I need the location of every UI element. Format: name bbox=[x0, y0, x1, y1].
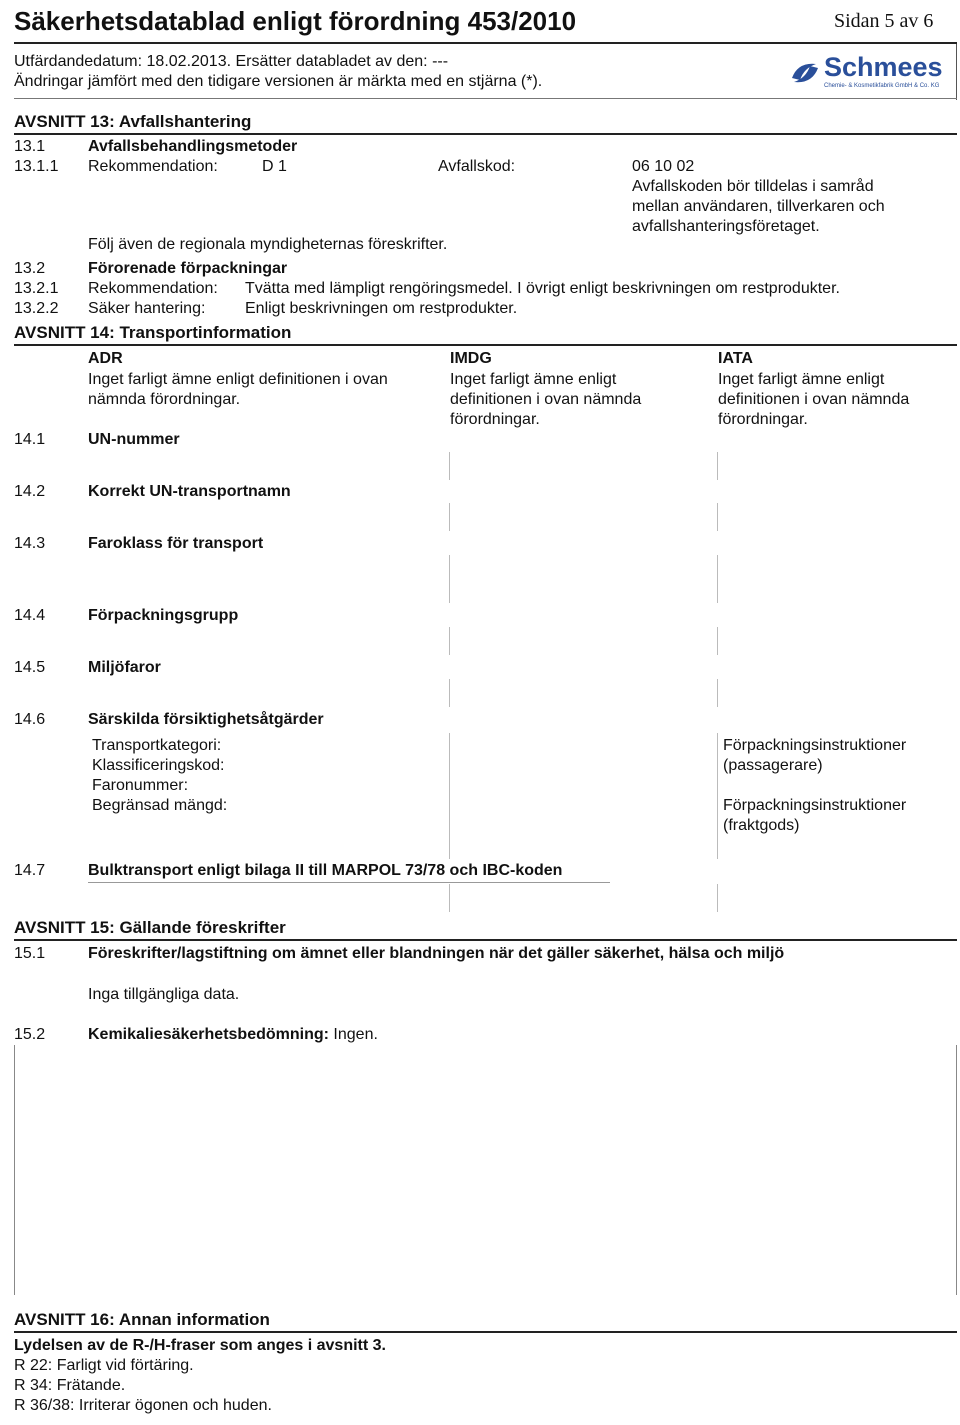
item-number: 14.4 bbox=[14, 607, 46, 624]
changes-note: Ändringar jämfört med den tidigare versionen är märkta med en stjärna (*). bbox=[14, 73, 543, 90]
waste-code-value: 06 10 02 bbox=[632, 158, 695, 175]
waste-code-note: mellan användaren, tillverkaren och bbox=[632, 198, 885, 215]
item-number: 14.3 bbox=[14, 535, 46, 552]
company-logo bbox=[788, 52, 948, 96]
subsection-title: Avfallsbehandlingsmetoder bbox=[88, 138, 298, 155]
column-divider bbox=[717, 555, 718, 603]
column-header-adr: ADR bbox=[88, 350, 123, 367]
issue-date: Utfärdandedatum: 18.02.2013. Ersätter databladet av den: --- bbox=[14, 53, 449, 70]
page-number: Sidan 5 av 6 bbox=[834, 10, 934, 32]
section-15-heading: AVSNITT 15: Gällande föreskrifter bbox=[14, 918, 286, 937]
adr-field-label: Transportkategori: bbox=[92, 737, 222, 754]
section-15-rule bbox=[14, 939, 957, 941]
item-number: 14.7 bbox=[14, 862, 46, 879]
section-13-heading: AVSNITT 13: Avfallshantering bbox=[14, 112, 252, 131]
header-rule bbox=[14, 42, 957, 44]
column-divider bbox=[449, 627, 450, 655]
transport-row-title: Förpackningsgrupp bbox=[88, 607, 239, 624]
column-divider bbox=[717, 503, 718, 531]
document-title: Säkerhetsdatablad enligt förordning 453/2010 bbox=[14, 6, 577, 36]
adr-field-label: Klassificeringskod: bbox=[92, 757, 225, 774]
transport-row-title: Korrekt UN-transportnamn bbox=[88, 483, 291, 500]
logo-swoosh-icon bbox=[788, 56, 822, 90]
row-underline bbox=[88, 882, 610, 883]
waste-code-label: Avfallskod: bbox=[438, 158, 516, 175]
logo-subtitle: Chemie- & Kosmetikfabrik GmbH & Co. KG bbox=[824, 83, 940, 89]
assessment-label: Kemikaliesäkerhetsbedömning: bbox=[88, 1026, 329, 1043]
column-divider bbox=[449, 733, 450, 859]
item-number: 13.1.1 bbox=[14, 158, 59, 175]
transport-row-title: Faroklass för transport bbox=[88, 535, 264, 552]
section-13-rule bbox=[14, 133, 957, 135]
item-number: 15.1 bbox=[14, 945, 46, 962]
item-number: 13.2.2 bbox=[14, 300, 59, 317]
imdg-text: Inget farligt ämne enligt bbox=[450, 371, 617, 388]
recommendation-value: Tvätta med lämpligt rengöringsmedel. I övrigt enligt beskrivningen om restprodukter. bbox=[245, 280, 840, 297]
header-bottom-rule bbox=[14, 98, 957, 99]
transport-row-title: UN-nummer bbox=[88, 431, 180, 448]
column-divider bbox=[717, 733, 718, 859]
section-16-rule bbox=[14, 1331, 957, 1333]
safe-handling-value: Enligt beskrivningen om restprodukter. bbox=[245, 300, 518, 317]
item-number: 13.2.1 bbox=[14, 280, 59, 297]
column-divider bbox=[717, 452, 718, 480]
transport-row-title: Miljöfaror bbox=[88, 659, 161, 676]
safe-handling-label: Säker hantering: bbox=[88, 300, 206, 317]
item-number: 14.1 bbox=[14, 431, 46, 448]
column-divider bbox=[449, 884, 450, 912]
blank-area-border bbox=[956, 1045, 957, 1295]
section-14-rule bbox=[14, 344, 957, 346]
waste-code-note: Avfallskoden bör tilldelas i samråd bbox=[632, 178, 874, 195]
item-number: 13.1 bbox=[14, 138, 46, 155]
column-header-iata: IATA bbox=[718, 350, 753, 367]
item-number: 13.2 bbox=[14, 260, 46, 277]
iata-field-label: Förpackningsinstruktioner bbox=[723, 737, 907, 754]
item-number: 14.6 bbox=[14, 711, 46, 728]
iata-field-label: Förpackningsinstruktioner bbox=[723, 797, 907, 814]
iata-field-label: (passagerare) bbox=[723, 757, 823, 774]
imdg-text: förordningar. bbox=[450, 411, 540, 428]
adr-text: Inget farligt ämne enligt definitionen i ovan bbox=[88, 371, 388, 388]
transport-row-title: Särskilda försiktighetsåtgärder bbox=[88, 711, 324, 728]
subsection-title: Förorenade förpackningar bbox=[88, 260, 288, 277]
chemical-safety-assessment bbox=[88, 1025, 378, 1045]
header-right-border bbox=[956, 44, 957, 100]
assessment-value: Ingen. bbox=[333, 1026, 378, 1043]
recommendation-label: Rekommendation: bbox=[88, 280, 218, 297]
column-divider bbox=[449, 503, 450, 531]
adr-text: nämnda förordningar. bbox=[88, 391, 241, 408]
section-14-heading: AVSNITT 14: Transportinformation bbox=[14, 323, 292, 342]
transport-row-title: Bulktransport enligt bilaga II till MARPOL 73/78 och IBC-koden bbox=[88, 862, 563, 879]
logo-name: Schmees bbox=[824, 52, 943, 82]
recommendation-value: D 1 bbox=[262, 158, 287, 175]
r-phrase: R 34: Frätande. bbox=[14, 1377, 126, 1394]
regional-note: Följ även de regionala myndigheternas föreskrifter. bbox=[88, 236, 448, 253]
blank-area-border bbox=[14, 1045, 15, 1295]
column-header-imdg: IMDG bbox=[450, 350, 492, 367]
section-16-heading: AVSNITT 16: Annan information bbox=[14, 1310, 270, 1329]
r-phrase: R 22: Farligt vid förtäring. bbox=[14, 1357, 194, 1374]
iata-field-label: (fraktgods) bbox=[723, 817, 800, 834]
column-divider bbox=[449, 555, 450, 603]
phrases-subheading: Lydelsen av de R-/H-fraser som anges i avsnitt 3. bbox=[14, 1337, 386, 1354]
item-number: 15.2 bbox=[14, 1026, 46, 1043]
column-divider bbox=[717, 627, 718, 655]
recommendation-label: Rekommendation: bbox=[88, 158, 218, 175]
column-divider bbox=[449, 452, 450, 480]
adr-field-label: Begränsad mängd: bbox=[92, 797, 228, 814]
r-phrase: R 36/38: Irriterar ögonen och huden. bbox=[14, 1397, 272, 1414]
adr-field-label: Faronummer: bbox=[92, 777, 189, 794]
no-data-note: Inga tillgängliga data. bbox=[88, 986, 240, 1003]
column-divider bbox=[717, 884, 718, 912]
item-number: 14.2 bbox=[14, 483, 46, 500]
iata-text: förordningar. bbox=[718, 411, 808, 428]
column-divider bbox=[449, 679, 450, 707]
subsection-title: Föreskrifter/lagstiftning om ämnet eller blandningen när det gäller säkerhet, hälsa och miljö bbox=[88, 945, 785, 962]
column-divider bbox=[717, 679, 718, 707]
waste-code-note: avfallshanteringsföretaget. bbox=[632, 218, 820, 235]
item-number: 14.5 bbox=[14, 659, 46, 676]
imdg-text: definitionen i ovan nämnda bbox=[450, 391, 642, 408]
iata-text: definitionen i ovan nämnda bbox=[718, 391, 910, 408]
iata-text: Inget farligt ämne enligt bbox=[718, 371, 885, 388]
